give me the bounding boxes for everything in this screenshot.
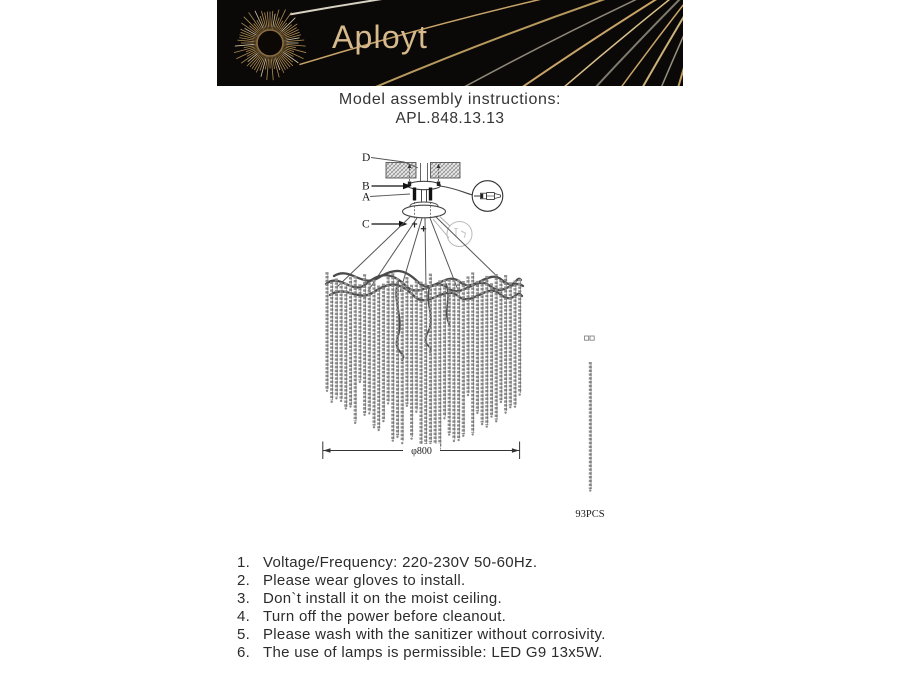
- brand-banner: [217, 0, 683, 86]
- strand-marker-icon: [585, 336, 589, 340]
- item-text: Don`t install it on the moist ceiling.: [263, 590, 502, 607]
- item-number: 2.: [237, 572, 251, 589]
- wire-connector-callout: [440, 181, 503, 212]
- page-title: Model assembly instructions:: [338, 91, 562, 108]
- item-text: Please wash with the sanitizer without corrosivity.: [263, 626, 606, 643]
- dimension-line: [323, 442, 520, 460]
- item-number: 4.: [237, 608, 251, 625]
- list-item: [237, 644, 606, 662]
- label-b: B: [362, 180, 370, 193]
- item-text: Turn off the power before cleanout.: [263, 608, 507, 625]
- label-c: C: [362, 218, 370, 231]
- item-text: Please wear gloves to install.: [263, 572, 466, 589]
- canopy: [403, 202, 446, 232]
- list-item: [237, 608, 606, 626]
- label-a: A: [362, 191, 371, 204]
- item-text: The use of lamps is permissible: LED G9 13x5W.: [263, 644, 603, 661]
- sunburst-logo-icon: [217, 0, 337, 86]
- item-number: 1.: [237, 554, 251, 571]
- single-strand-detail: [575, 336, 604, 520]
- item-number: 6.: [237, 644, 251, 661]
- label-d: D: [362, 152, 371, 164]
- list-item: [237, 590, 606, 608]
- brand-wordmark: Aployt: [332, 19, 429, 55]
- model-number: APL.848.13.13: [395, 110, 505, 127]
- item-text: Voltage/Frequency: 220-230V 50-60Hz.: [263, 554, 538, 571]
- title-block: [0, 90, 900, 128]
- assembly-diagram: [270, 140, 640, 535]
- instructions-list: [237, 554, 606, 662]
- item-number: 5.: [237, 626, 251, 643]
- ceiling-section: [386, 163, 460, 183]
- list-item: [237, 554, 606, 572]
- strand-marker-icon: [590, 336, 594, 340]
- list-item: [237, 572, 606, 590]
- list-item: [237, 626, 606, 644]
- crystal-strands: [326, 272, 521, 450]
- strand-count-label: 93PCS: [575, 509, 605, 520]
- diameter-label: φ800: [411, 446, 432, 457]
- item-number: 3.: [237, 590, 251, 607]
